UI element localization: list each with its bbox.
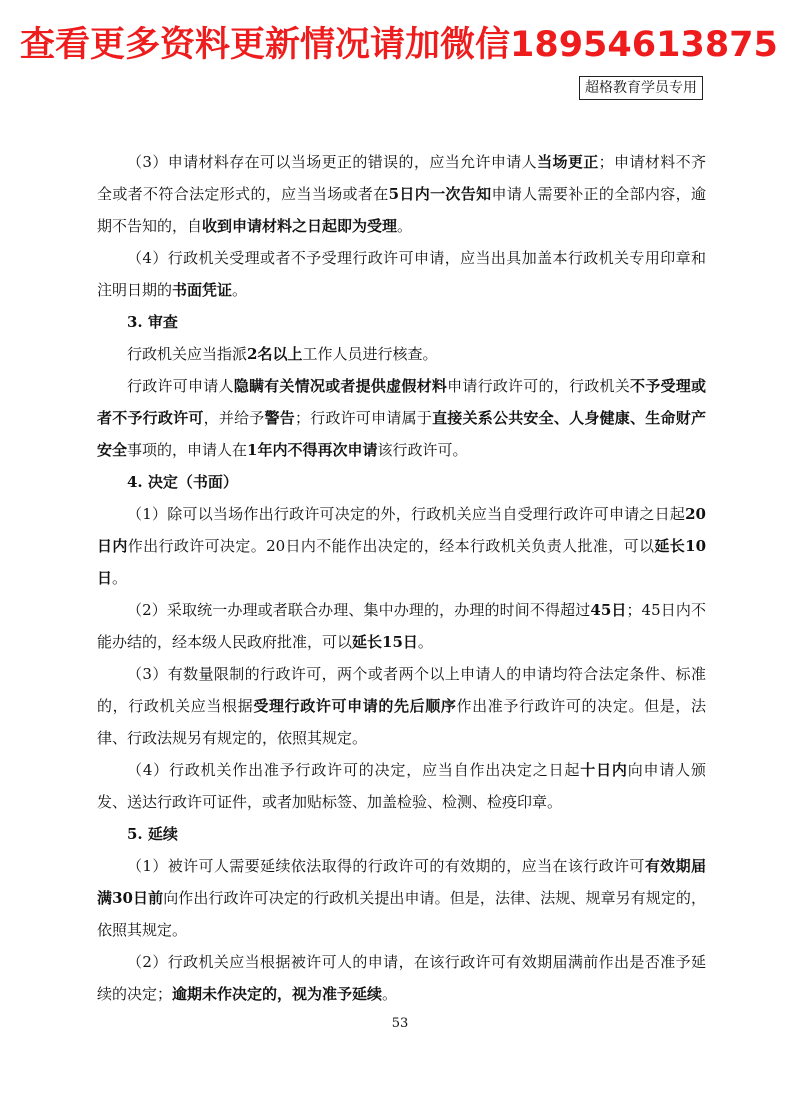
paragraph (97, 498, 706, 594)
text-segment: （3）有数量限制的行政许可，两个或者两个以上申请人的申请均符合法定条件、标准的，行政机关应当根据 (97, 665, 706, 715)
text-segment: （4）行政机关作出准予行政许可的决定，应当自作出决定之日起 (127, 761, 581, 779)
text-segment: ；45日内不能办结的，经本级人民政府批准，可以 (97, 601, 707, 651)
emphasis-text: 有效期届满30日前 (97, 857, 706, 907)
contact-banner: 查看更多资料更新情况请加微信18954613875 (20, 25, 778, 65)
paragraph (97, 658, 706, 754)
text-segment: 事项的，申请人在 (127, 441, 248, 459)
emphasis-text: 受理行政许可申请的先后顺序 (253, 697, 457, 715)
text-segment: （1）被许可人需要延续依法取得的行政许可的有效期的，应当在该行政许可 (127, 857, 645, 875)
text-segment: ；申请材料不齐全或者不符合法定形式的，应当当场或者在 (97, 153, 706, 203)
text-segment: 。 (112, 569, 128, 587)
emphasis-text: 5. 延续 (127, 825, 178, 843)
emphasis-text: 直接关系公共安全、人身健康、生命财产安全 (97, 409, 706, 459)
text-segment: （2）行政机关应当根据被许可人的申请，在该行政许可有效期届满前作出是否准予延续的决定； (97, 953, 706, 1003)
text-segment: 向作出行政许可决定的行政机关提出申请。但是，法律、法规、规章另有规定的，依照其规定。 (97, 889, 706, 939)
text-segment: 申请人需要补正的全部内容，逾期不告知的，自 (97, 185, 706, 235)
paragraph (97, 594, 706, 658)
emphasis-text: 20日内 (97, 505, 706, 555)
page-number: 53 (391, 1016, 409, 1031)
paragraph (97, 146, 706, 242)
text-segment: 作出准予行政许可的决定。但是，法律、行政法规另有规定的，依照其规定。 (97, 697, 706, 747)
text-segment: 。 (232, 281, 248, 299)
emphasis-text: 延长10日 (97, 537, 707, 587)
text-segment: 该行政许可。 (377, 441, 468, 459)
emphasis-text: 书面凭证 (172, 281, 233, 299)
emphasis-text: 十日内 (580, 761, 628, 779)
emphasis-text: 5日内一次告知 (388, 185, 492, 203)
section-heading (97, 466, 706, 498)
emphasis-text: 当场更正 (537, 153, 599, 171)
text-segment: 行政许可申请人 (127, 377, 234, 395)
emphasis-text: 收到申请材料之日起即为受理 (202, 217, 398, 235)
text-segment: （1）除可以当场作出行政许可决定的外，行政机关应当自受理行政许可申请之日起 (127, 505, 686, 523)
text-segment: （4）行政机关受理或者不予受理行政许可申请，应当出具加盖本行政机关专用印章和注明日期的 (97, 249, 706, 299)
text-segment: （2）采取统一办理或者联合办理、集中办理的，办理的时间不得超过 (127, 601, 591, 619)
emphasis-text: 3. 审查 (127, 313, 178, 331)
text-segment: 工作人员进行核查。 (302, 345, 438, 363)
section-heading (97, 818, 706, 850)
text-segment: 向申请人颁发、送达行政许可证件，或者加贴标签、加盖检验、检测、检疫印章。 (97, 761, 706, 811)
emphasis-text: 隐瞒有关情况或者提供虚假材料 (233, 377, 448, 395)
paragraph (97, 242, 706, 306)
paragraph (97, 850, 706, 946)
text-segment: ，并给予 (203, 409, 265, 427)
emphasis-text: 1年内不得再次申请 (247, 441, 378, 459)
owner-tag: 超格教育学员专用 (579, 76, 703, 100)
text-segment: 。 (397, 217, 413, 235)
document-body (97, 146, 706, 1010)
text-segment: 申请行政许可的，行政机关 (447, 377, 630, 395)
emphasis-text: 45日 (590, 601, 627, 619)
paragraph (97, 370, 706, 466)
text-segment: 行政机关应当指派 (127, 345, 248, 363)
emphasis-text: 4. 决定（书面） (127, 473, 238, 491)
emphasis-text: 延长15日 (352, 633, 418, 651)
emphasis-text: 不予受理或者不予行政许可 (97, 377, 706, 427)
emphasis-text: 警告 (264, 409, 295, 427)
text-segment: （3）申请材料存在可以当场更正的错误的，应当允许申请人 (127, 153, 538, 171)
section-heading (97, 306, 706, 338)
emphasis-text: 2名以上 (247, 345, 303, 363)
text-segment: 。 (382, 985, 398, 1003)
paragraph (97, 338, 706, 370)
emphasis-text: 逾期未作决定的，视为准予延续 (172, 985, 383, 1003)
text-segment: 。 (417, 633, 433, 651)
paragraph (97, 946, 706, 1010)
text-segment: 作出行政许可决定。20日内不能作出决定的，经本行政机关负责人批准，可以 (127, 537, 655, 555)
text-segment: ；行政许可申请属于 (295, 409, 433, 427)
paragraph (97, 754, 706, 818)
